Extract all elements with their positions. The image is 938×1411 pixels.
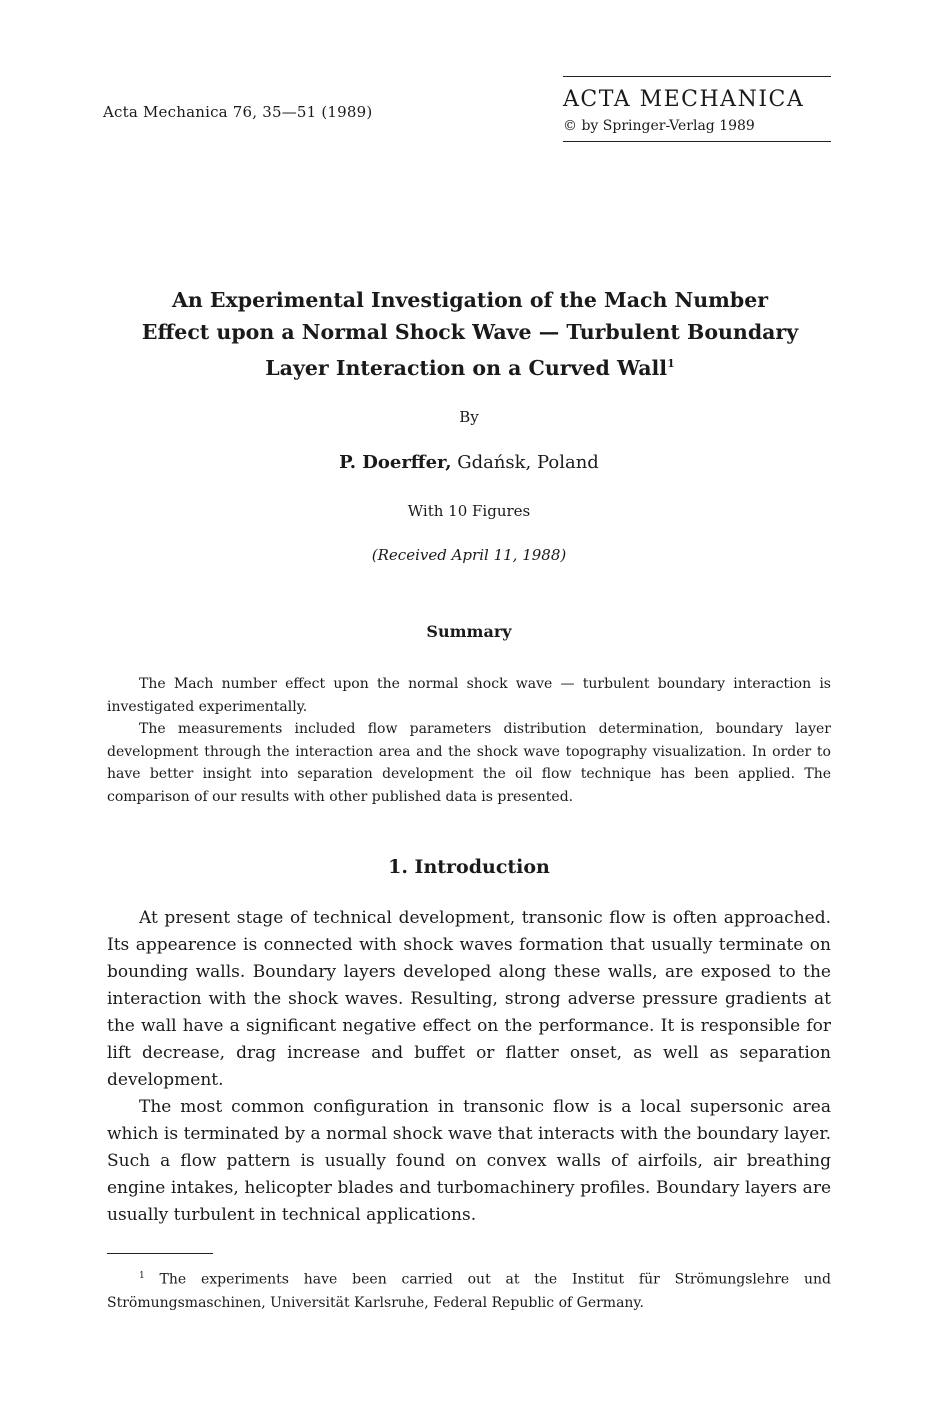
summary-paragraph: The measurements included flow parameters distribution determination, boundary layer development through the interaction area and the shock wave topography visualization. In order to have better insight into separation development the oil flow technique has been applied. The comparison of our results with other published data is presented. [107, 721, 831, 805]
title-line: Effect upon a Normal Shock Wave — Turbulent Boundary [141, 320, 799, 344]
footnote-mark: 1 [139, 1271, 145, 1281]
journal-citation: Acta Mechanica 76, 35—51 (1989) [103, 103, 373, 121]
author-name: P. Doerffer, [339, 452, 452, 473]
received-date: (Received April 11, 1988) [371, 546, 567, 564]
footnote-marker: 1 [667, 357, 675, 370]
journal-name: ACTA MECHANICA [563, 87, 805, 112]
figure-count: With 10 Figures [407, 502, 531, 520]
summary-text [107, 673, 831, 808]
title-line: Layer Interaction on a Curved Wall$^1$ [265, 355, 675, 380]
footnote-text: The experiments have been carried out at the Institut für Strömungslehre und Strömungsmaschinen, Universität Karlsruhe, Federal Republic of Germany. [107, 1271, 831, 1311]
author-line [0, 452, 938, 473]
by-line: By [459, 408, 479, 426]
summary-heading: Summary [426, 622, 512, 641]
body-paragraph: At present stage of technical development, transonic flow is often approached. Its appearence is connected with shock waves formation that usually terminate on bounding walls. Boundary layers developed along these walls, are exposed to the interaction with the shock waves. Resulting, strong adverse pressure gradients at the wall have a significant negative effect on the performance. It is responsible for lift decrease, drag increase and buffet or flatter onset, as well as separation development. [107, 908, 831, 1090]
title-line: An Experimental Investigation of the Mach Number [171, 288, 769, 312]
footnote [107, 1265, 831, 1315]
author-affiliation: Gdańsk, Poland [451, 452, 599, 473]
copyright-notice: © by Springer-Verlag 1989 [563, 118, 755, 134]
body-paragraph: The most common configuration in transonic flow is a local supersonic area which is terminated by a normal shock wave that interacts with the boundary layer. Such a flow pattern is usually found on convex walls of airfoils, air breathing engine intakes, helicopter blades and turbomachinery profiles. Boundary layers are usually turbulent in technical applications. [107, 1097, 831, 1225]
footnote-divider [107, 1253, 213, 1254]
section-heading-introduction: 1. Introduction [388, 856, 550, 878]
summary-paragraph: The Mach number effect upon the normal shock wave — turbulent boundary interaction is investigated experimentally. [107, 676, 831, 715]
introduction-text [107, 905, 831, 1229]
article-title [120, 284, 820, 384]
journal-masthead [563, 76, 831, 142]
